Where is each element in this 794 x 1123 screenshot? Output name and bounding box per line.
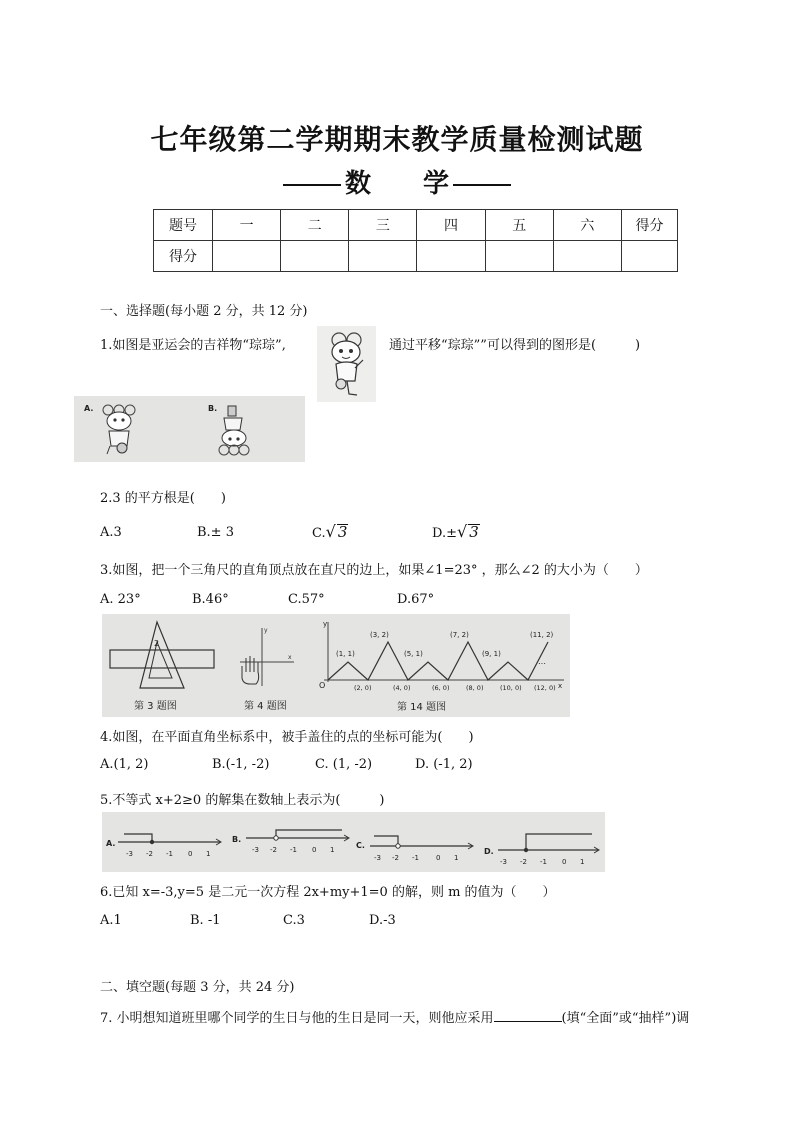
- number-line-option-c: [356, 836, 473, 862]
- q4-option-b: B.(-1, -2): [212, 757, 270, 772]
- q1-option-b-mascot: [219, 406, 249, 455]
- number-line-c-tick: 0: [436, 854, 441, 862]
- fig14-axis-point-4: (8, 0): [466, 684, 484, 692]
- number-line-c-tick: 1: [454, 854, 459, 862]
- section1-heading: 一、选择题(每小题 2 分，共 12 分): [100, 304, 308, 319]
- number-line-b-tick: 0: [312, 846, 317, 854]
- section2-heading: 二、填空题(每题 3 分，共 24 分): [100, 980, 295, 995]
- hand-icon: [242, 656, 259, 684]
- number-line-c-tick: -2: [392, 854, 399, 862]
- q1-option-b-label: B.: [208, 404, 218, 413]
- fig3-angle-label: 2: [154, 639, 160, 648]
- number-line-b-tick: 1: [330, 846, 335, 854]
- q4-option-d: D. (-1, 2): [415, 757, 473, 772]
- fig14-axis-point-3: (6, 0): [432, 684, 450, 692]
- fig4-y-label: y: [264, 627, 268, 634]
- score-table-score-row: [154, 241, 678, 272]
- score-table-header-row: [154, 210, 678, 241]
- q3-option-c: C.57°: [288, 592, 325, 607]
- score-cell-2: 二: [281, 210, 349, 241]
- q3-option-d: D.67°: [397, 592, 435, 607]
- q1-text-b: 通过平移“琮琮””可以得到的图形是( ): [389, 338, 641, 353]
- figures-drawing: [102, 614, 570, 717]
- fig14-axis-point-5: (10, 0): [500, 684, 522, 692]
- q2-option-d: [432, 522, 480, 541]
- number-line-option-b: [232, 830, 349, 854]
- q3-option-b: B.46°: [192, 592, 229, 607]
- number-line-c-tick: -3: [374, 854, 381, 862]
- number-lines-photo: [102, 812, 605, 872]
- fig4-caption: 第 4 题图: [244, 701, 287, 712]
- number-line-b-tick: -1: [290, 846, 297, 854]
- q7-text-b: (填“全面”或“抽样”)调: [561, 1011, 690, 1026]
- fig14-point-4: (7, 2): [450, 631, 469, 639]
- fig14-continuation: …: [538, 657, 546, 666]
- number-line-b-label: B.: [232, 835, 242, 844]
- score-blank: [485, 241, 553, 272]
- mascot-photo: [317, 326, 376, 402]
- number-line-option-d: [484, 834, 599, 866]
- fig14-point-1: (1, 1): [336, 650, 355, 658]
- number-line-a-label: A.: [106, 839, 116, 848]
- score-cell-4: 四: [417, 210, 485, 241]
- fig4-axes: [240, 627, 294, 686]
- q2-option-a: A.3: [100, 525, 122, 540]
- score-blank: [281, 241, 349, 272]
- number-line-d-tick: -3: [500, 858, 507, 866]
- fig14-point-2: (3, 2): [370, 631, 389, 639]
- number-lines-drawing: [102, 812, 605, 872]
- number-line-a-tick: -1: [166, 850, 173, 858]
- score-cell-total: 得分: [622, 210, 678, 241]
- fig14-zigzag: [319, 620, 564, 692]
- score-cell-6: 六: [553, 210, 621, 241]
- q1-options-drawing: [74, 396, 305, 462]
- radical-sign-icon: √: [325, 522, 336, 541]
- fig14-axis-point-1: (2, 0): [354, 684, 372, 692]
- number-line-d-tick: 1: [580, 858, 585, 866]
- fig14-caption: 第 14 题图: [397, 702, 447, 713]
- fig14-point-6: (11, 2): [530, 631, 554, 639]
- q7-line: [100, 1007, 689, 1026]
- q2-option-c: [312, 522, 348, 541]
- q1-option-a-mascot: [103, 405, 135, 454]
- q1-option-a-label: A.: [84, 404, 94, 413]
- q6-text: 6.已知 x=-3,y=5 是二元一次方程 2x+my+1=0 的解，则 m 的值为（ ）: [100, 885, 556, 900]
- number-line-b-tick: -2: [270, 846, 277, 854]
- page-title: 七年级第二学期期末教学质量检测试题: [150, 123, 644, 156]
- score-blank: [553, 241, 621, 272]
- number-line-a-tick: 0: [188, 850, 193, 858]
- score-blank: [213, 241, 281, 272]
- q1-text-a: 1.如图是亚运会的吉祥物“琮琮”,: [100, 338, 286, 353]
- subject-title: [0, 163, 794, 200]
- number-line-a-tick: -2: [146, 850, 153, 858]
- q4-option-a: A.(1, 2): [100, 757, 149, 772]
- q1-options-photo: [74, 396, 305, 462]
- q2-option-b: B.± 3: [197, 525, 234, 540]
- number-line-b-tick: -3: [252, 846, 259, 854]
- score-cell-header: 题号: [154, 210, 213, 241]
- score-blank: [349, 241, 417, 272]
- q2-text: 2.3 的平方根是( ): [100, 491, 226, 506]
- score-cell-1: 一: [213, 210, 281, 241]
- fig4-x-label: x: [288, 654, 292, 661]
- number-line-d-label: D.: [484, 847, 494, 856]
- figures-photo: [102, 614, 570, 717]
- fig14-axis-point-2: (4, 0): [393, 684, 411, 692]
- score-blank: [622, 241, 678, 272]
- title-dash-left: [283, 184, 341, 186]
- q6-option-a: A.1: [100, 913, 122, 928]
- number-line-a-tick: -3: [126, 850, 133, 858]
- number-line-d-tick: 0: [562, 858, 567, 866]
- q7-text-a: 7. 小明想知道班里哪个同学的生日与他的生日是同一天，则他应采用: [100, 1011, 494, 1026]
- subject-label: 数 学: [344, 169, 449, 199]
- fig3-caption: 第 3 题图: [134, 701, 177, 712]
- q6-option-c: C.3: [283, 913, 305, 928]
- number-line-c-label: C.: [356, 841, 365, 850]
- q3-option-a: A. 23°: [100, 592, 141, 607]
- fig14-origin: O: [319, 681, 326, 690]
- number-line-d-tick: -1: [540, 858, 547, 866]
- score-cell-5: 五: [485, 210, 553, 241]
- q2-option-d-prefix: D.±: [432, 526, 457, 541]
- score-table: [153, 209, 678, 272]
- score-cell-3: 三: [349, 210, 417, 241]
- number-line-c-tick: -1: [412, 854, 419, 862]
- fig3-ruler-triangle: [110, 622, 214, 688]
- number-line-d-tick: -2: [520, 858, 527, 866]
- radical-sign-icon: √: [456, 522, 468, 541]
- q7-answer-blank[interactable]: [494, 1009, 562, 1022]
- fig14-x-label: x: [558, 682, 563, 690]
- q2-option-c-radicand: 3: [337, 523, 348, 541]
- number-line-option-a: [106, 834, 221, 858]
- q5-text: 5.不等式 x+2≥0 的解集在数轴上表示为( ): [100, 793, 385, 808]
- mascot-drawing: [317, 326, 376, 402]
- q6-option-d: D.-3: [369, 913, 396, 928]
- fig14-point-3: (5, 1): [404, 650, 423, 658]
- q6-option-b: B. -1: [190, 913, 221, 928]
- number-line-a-tick: 1: [206, 850, 211, 858]
- score-blank: [417, 241, 485, 272]
- q2-option-c-prefix: C.: [312, 526, 326, 541]
- fig14-axis-point-6: (12, 0): [534, 684, 556, 692]
- fig14-y-label: y: [323, 620, 328, 628]
- q2-option-d-radicand: 3: [469, 523, 479, 541]
- fig14-point-5: (9, 1): [482, 650, 501, 658]
- q4-text: 4.如图，在平面直角坐标系中，被手盖住的点的坐标可能为( ): [100, 730, 474, 745]
- q3-text: 3.如图，把一个三角尺的直角顶点放在直尺的边上，如果∠1=23° ，那么∠2 的大小为（ ）: [100, 563, 648, 578]
- title-dash-right: [453, 184, 511, 186]
- score-row-label: 得分: [154, 241, 213, 272]
- q4-option-c: C. (1, -2): [315, 757, 373, 772]
